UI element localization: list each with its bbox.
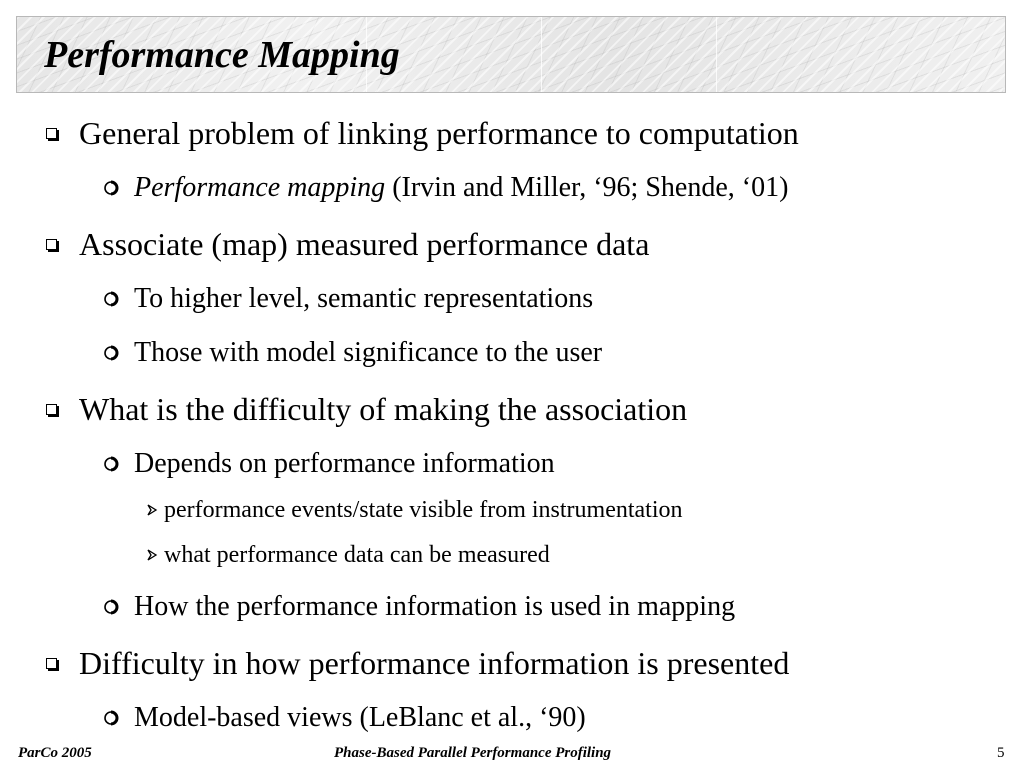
bullet-item: [46, 224, 649, 264]
square-bullet-icon: [46, 404, 57, 415]
footer-conference: ParCo 2005: [18, 745, 92, 761]
open-circle-bullet-icon: [102, 344, 120, 362]
footer-talk-title: Phase-Based Parallel Performance Profiling: [334, 745, 612, 761]
slide-title: Performance Mapping: [44, 34, 400, 76]
bullet-text: General problem of linking performance to computation: [79, 115, 799, 151]
open-circle-bullet-icon: [102, 290, 120, 308]
bullet-emphasis: Performance mapping: [134, 172, 386, 203]
open-circle-bullet-icon: [102, 598, 120, 616]
bullet-text: what performance data can be measured: [164, 542, 550, 568]
bullet-text: To higher level, semantic representations: [134, 283, 594, 314]
banner-seam: [716, 17, 717, 92]
bullet-item: [46, 643, 789, 683]
open-circle-bullet-icon: [102, 455, 120, 473]
bullet-text: Depends on performance information: [134, 448, 555, 479]
sub-bullet-item: [102, 281, 593, 317]
sub-bullet-item: [102, 700, 586, 736]
open-circle-bullet-icon: [102, 709, 120, 727]
bullet-text: Difficulty in how performance information is presented: [79, 645, 790, 681]
arrowhead-bullet-icon: [146, 503, 158, 517]
sub-bullet-item: [102, 335, 602, 371]
open-circle-bullet-icon: [102, 179, 120, 197]
bullet-text: performance events/state visible from instrumentation: [164, 497, 683, 523]
bullet-text: How the performance information is used in mapping: [134, 591, 736, 622]
footer-page-number: 5: [997, 745, 1005, 761]
sub-bullet-item: [102, 170, 788, 206]
sub-sub-bullet-item: [146, 540, 550, 570]
bullet-item: [46, 113, 799, 153]
bullet-text: Those with model significance to the user: [134, 337, 603, 368]
square-bullet-icon: [46, 239, 57, 250]
square-bullet-icon: [46, 128, 57, 139]
banner-seam: [541, 17, 542, 92]
bullet-text: Associate (map) measured performance data: [79, 226, 650, 262]
arrowhead-bullet-icon: [146, 548, 158, 562]
bullet-text: Model-based views (LeBlanc et al., ‘90): [134, 702, 586, 733]
square-bullet-icon: [46, 658, 57, 669]
sub-bullet-item: [102, 589, 735, 625]
bullet-item: [46, 389, 687, 429]
sub-sub-bullet-item: [146, 495, 683, 525]
bullet-text: What is the difficulty of making the association: [79, 391, 688, 427]
bullet-text: (Irvin and Miller, ‘96; Shende, ‘01): [385, 172, 789, 203]
sub-bullet-item: [102, 446, 555, 482]
